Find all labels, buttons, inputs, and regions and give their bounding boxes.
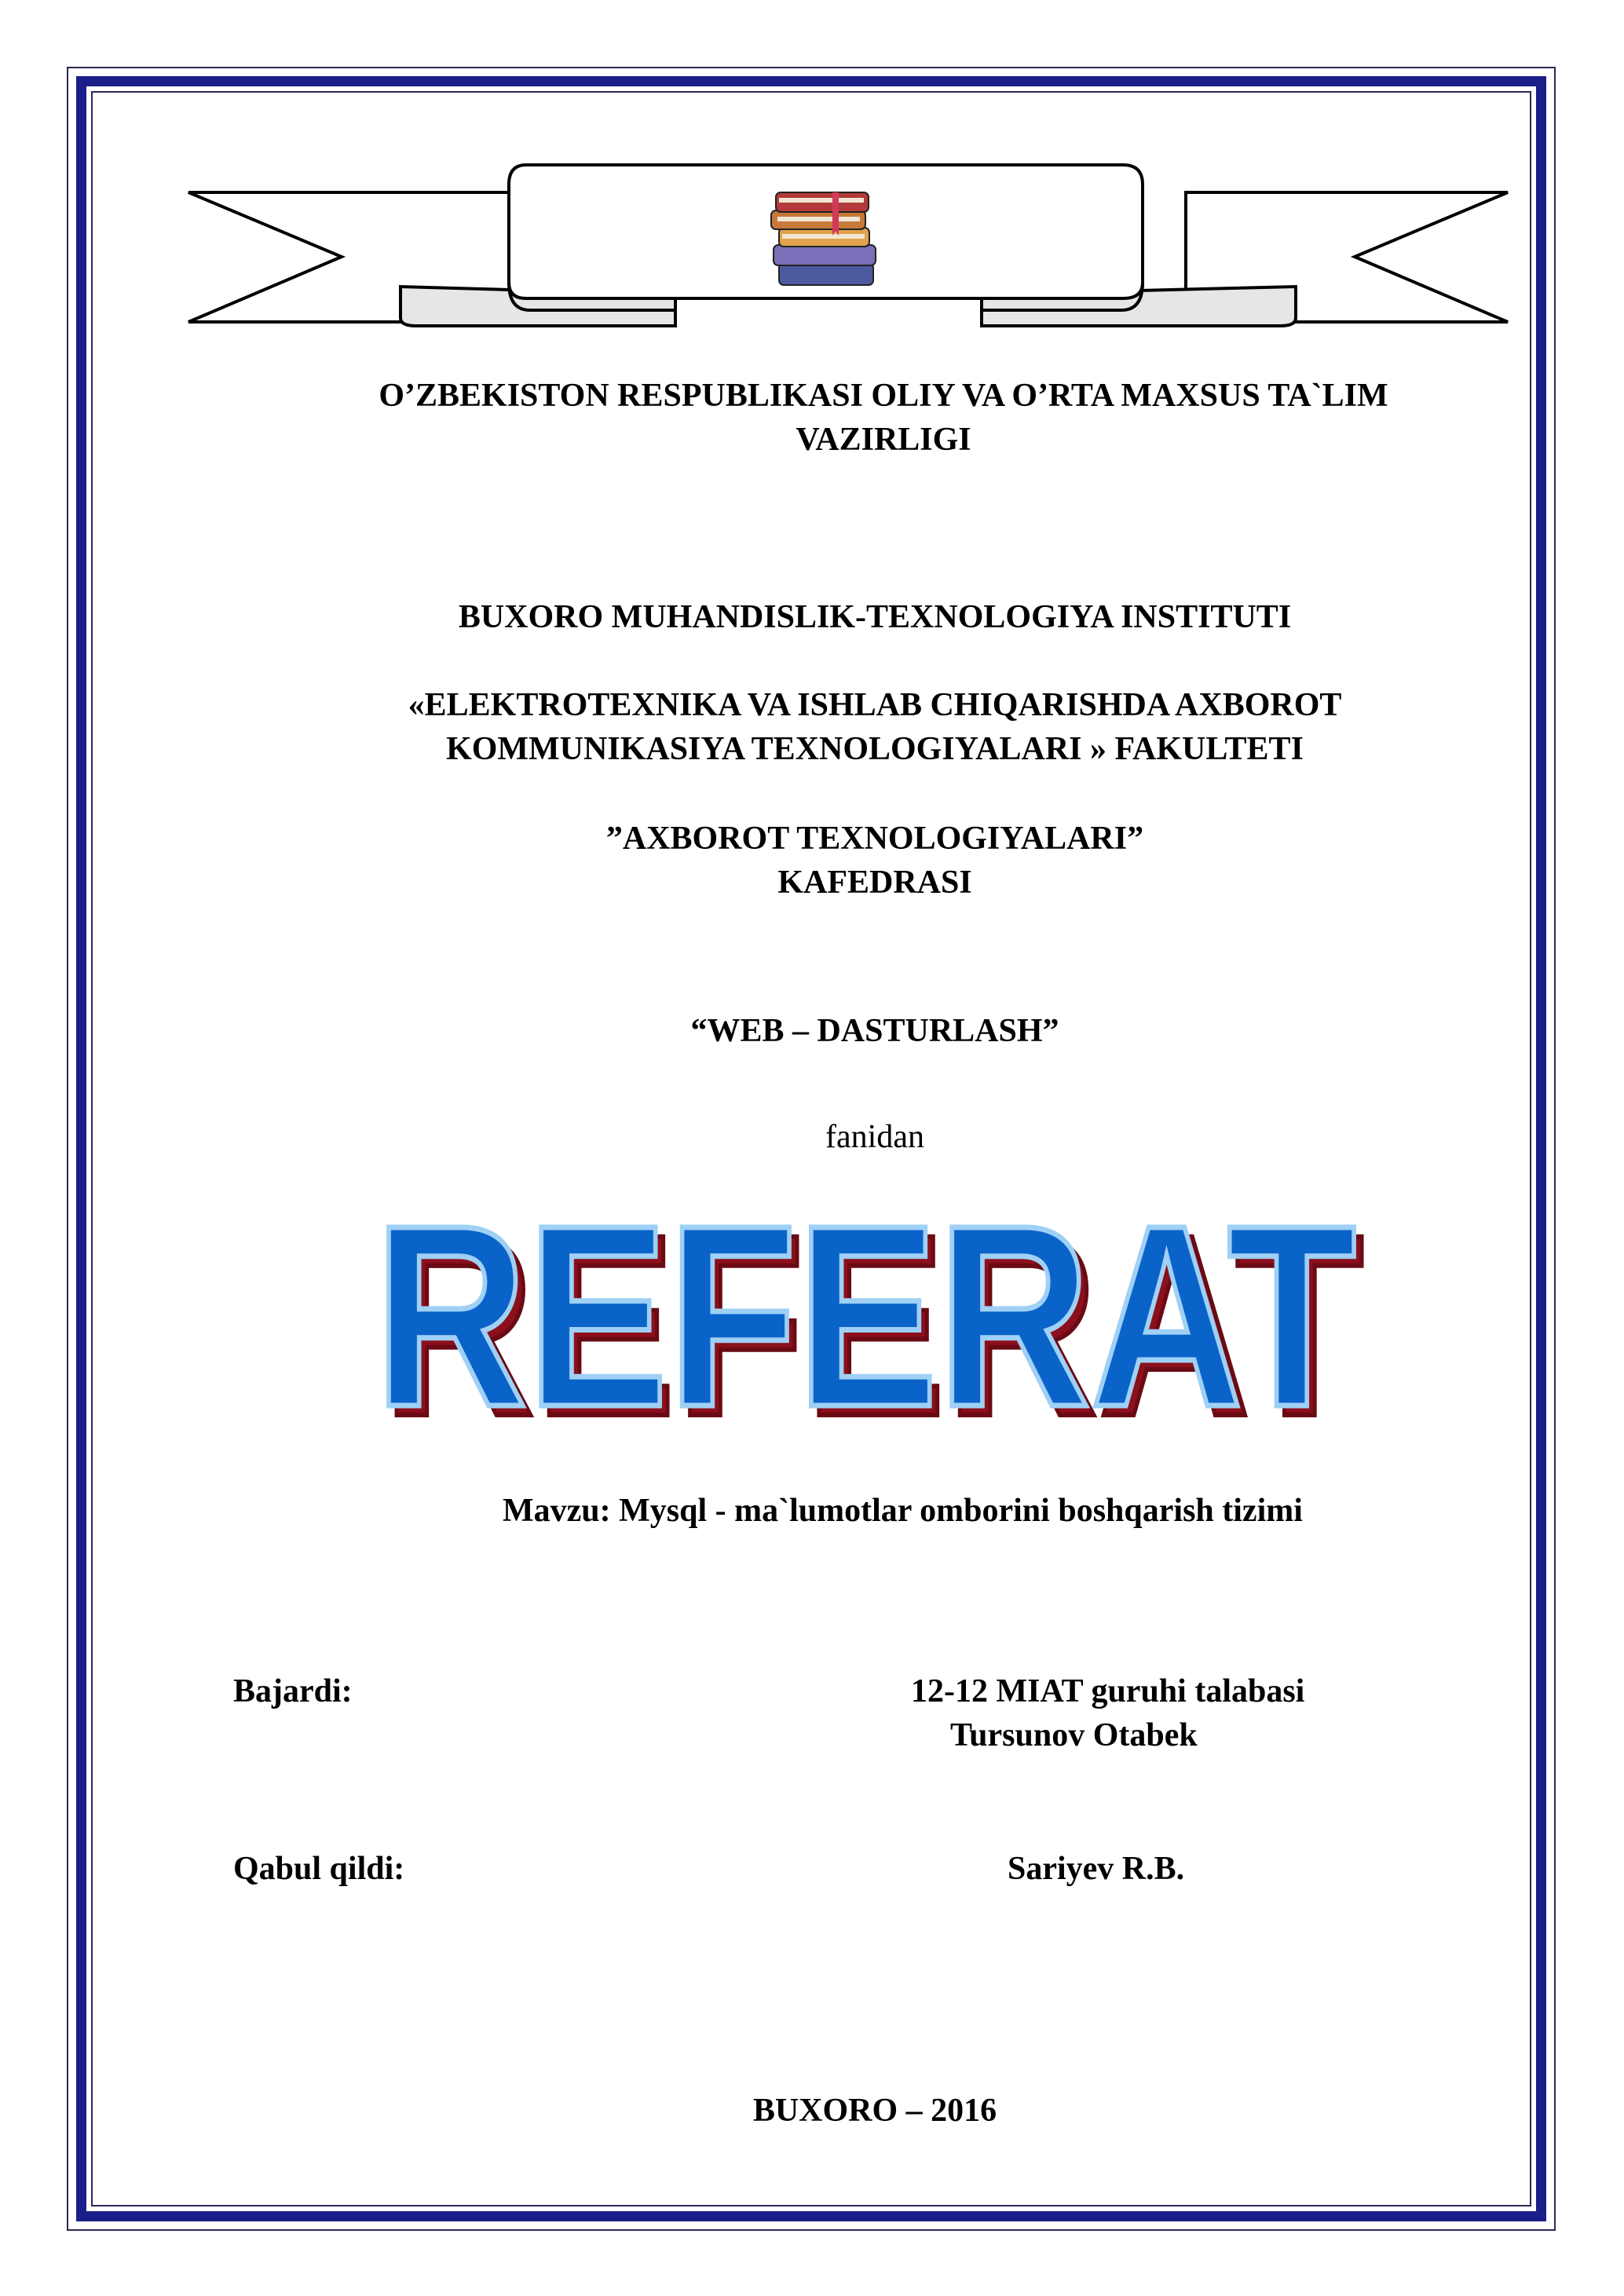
faculty-line-2: KOMMUNIKASIYA TEXNOLOGIYALARI » FAKULTETI <box>446 731 1304 767</box>
course-name: “WEB – DASTURLASH” <box>690 1013 1059 1049</box>
scroll-ribbon-icon <box>181 149 1516 338</box>
institute-name: BUXORO MUHANDISLIK-TEXNOLOGIYA INSTITUTI <box>458 599 1292 635</box>
accepted-by-label: Qabul qildi: <box>233 1851 405 1887</box>
ministry-line-2: VAZIRLIGI <box>796 422 971 458</box>
place-year: BUXORO – 2016 <box>752 2093 997 2129</box>
teacher-name: Sariyev R.B. <box>1008 1851 1185 1887</box>
faculty-line-1: «ELEKTROTEXNIKA VA ISHLAB CHIQARISHDA AXBOROT <box>408 687 1342 723</box>
ministry-line-1: O’ZBEKISTON RESPUBLIKASI OLIY VA O’RTA MAXSUS TA`LIM <box>379 378 1388 414</box>
department-line-1: ”AXBOROT TEXNOLOGIYALARI” <box>605 821 1144 857</box>
document-title <box>338 1178 1398 1445</box>
student-group: 12-12 MIAT guruhi talabasi <box>911 1673 1305 1709</box>
student-name: Tursunov Otabek <box>950 1717 1198 1753</box>
topic-text: Mavzu: Mysql - ma`lumotlar omborini boshqarish tizimi <box>503 1493 1303 1529</box>
svg-text:REFERAT: REFERAT <box>375 1178 1356 1445</box>
department-line-2: KAFEDRASI <box>777 865 972 901</box>
books-stack-icon <box>771 192 876 285</box>
svg-text:REFERAT: REFERAT <box>382 1180 1364 1445</box>
done-by-label: Bajardi: <box>233 1673 353 1709</box>
fanidan-label: fanidan <box>825 1119 924 1155</box>
